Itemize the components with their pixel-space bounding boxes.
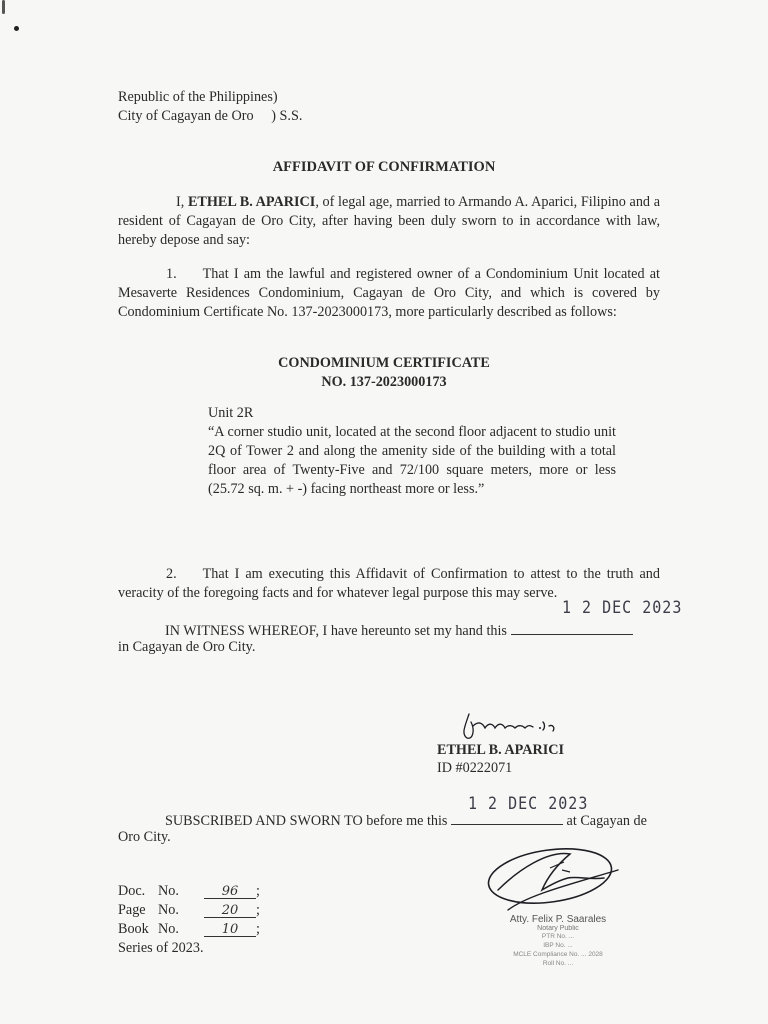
jurat-date-blank [451,810,563,825]
page-number-row: Page No. 20 ; [118,902,260,918]
doc-number-row: Doc. No. 96 ; [118,883,260,899]
venue-line-1: Republic of the Philippines) [118,89,278,105]
doc-label: Doc. [118,883,146,899]
intro-text: , of legal age, married to Armando A. Aparici, Filipino and a resident of Cagayan de Oro City, after having been duly sworn to in accordance with law, hereby depose and say: [118,194,660,248]
affiant-signature [455,704,575,744]
paragraph-2-text: That I am executing this Affidavit of Confirmation to attest to the truth and veracity of the foregoing facts and for whatever legal purpose this may serve. [118,566,660,601]
witness-date-blank [511,620,633,635]
scan-speck [14,26,19,31]
notary-title: Notary Public [537,925,579,932]
jurat-line [165,810,647,831]
jurat-text: SUBSCRIBED AND SWORN TO before me this [165,813,448,829]
unit-description: “A corner studio unit, located at the second floor adjacent to studio unit 2Q of Tower 2 and along the amenity side of the building with a total floor area of Twenty-Five and 72/100 square meters, more or less (25.72 sq. m. + -) facing northeast more or less.” [208,424,616,497]
notarial-register-block [118,882,260,958]
venue-block [118,88,302,126]
paragraph-2-number: 2. [166,566,177,582]
notary-detail-1: PTR No. ... [541,933,575,940]
scan-speck [2,0,5,14]
affiant-id: ID #0222071 [437,760,513,776]
intro-prefix: I, [176,194,188,210]
page-label: Page [118,902,146,918]
paragraph-1-number: 1. [166,266,177,282]
paragraph-1 [118,265,660,322]
certificate-heading-line-1: CONDOMINIUM CERTIFICATE [278,355,490,371]
jurat-date-stamp: 1 2 DEC 2023 [468,792,589,814]
notary-name: Atty. Felix P. Saarales [509,914,607,925]
notary-signature [478,840,628,920]
book-number-row: Book No. 10 ; [118,921,260,937]
book-number-value: 10 [204,920,256,937]
witness-date-stamp: 1 2 DEC 2023 [562,596,683,618]
affiant-name: ETHEL B. APARICI [437,742,565,758]
page-number-value: 20 [204,901,256,918]
book-no-label: No. [158,921,179,937]
certificate-heading-line-2: NO. 137-2023000173 [321,374,447,390]
paragraph-1-text: That I am the lawful and registered owner of a Condominium Unit located at Mesaverte Residences Condominium, Cagayan de Oro City, and which is covered by Condominium Certificate No. 137-2023000173, more particularly described as follows: [118,266,660,320]
unit-label: Unit 2R [208,405,254,421]
doc-no-label: No. [158,883,179,899]
doc-number-value: 96 [204,882,256,899]
jurat-suffix: at Cagayan de [566,813,647,829]
page-no-label: No. [158,902,179,918]
notary-detail-3: MCLE Compliance No. ... 2028 [513,951,603,958]
certificate-heading [0,354,768,392]
intro-paragraph [118,193,660,250]
venue-line-2: City of Cagayan de Oro ) S.S. [118,108,303,124]
book-label: Book [118,921,149,937]
notary-detail-4: Roll No. ... [542,960,574,967]
page-title: AFFIDAVIT OF CONFIRMATION [272,159,496,175]
notary-block [488,914,628,968]
witness-line-2: in Cagayan de Oro City. [118,639,256,655]
witness-text: IN WITNESS WHEREOF, I have hereunto set my hand this [165,623,507,639]
series-label: Series of 2023. [118,940,204,956]
notary-detail-2: IBP No. ... [543,942,573,949]
affiant-name-inline: ETHEL B. APARICI [187,194,316,210]
jurat-line-2: Oro City. [118,829,171,845]
